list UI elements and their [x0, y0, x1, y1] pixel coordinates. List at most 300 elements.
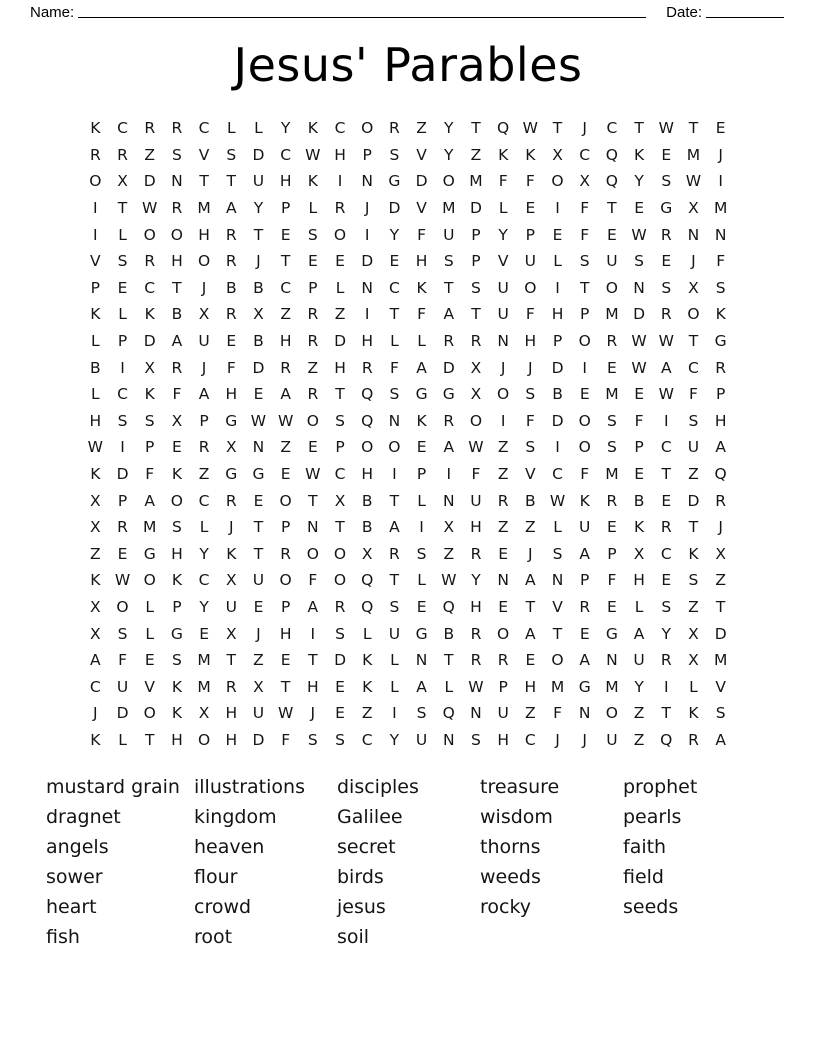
grid-cell[interactable]: F [308, 571, 318, 590]
grid-cell[interactable]: J [256, 252, 261, 271]
grid-cell[interactable]: O [170, 491, 183, 510]
grid-cell[interactable]: T [199, 172, 209, 191]
grid-cell[interactable]: P [117, 491, 128, 510]
grid-cell[interactable]: P [280, 199, 291, 218]
grid-cell[interactable]: W [114, 571, 131, 590]
grid-cell[interactable]: U [470, 491, 482, 510]
grid-cell[interactable]: F [525, 172, 535, 191]
grid-cell[interactable]: Z [525, 518, 536, 537]
grid-cell[interactable]: K [307, 172, 318, 191]
grid-cell[interactable]: L [254, 119, 263, 138]
grid-cell[interactable]: I [93, 199, 98, 218]
grid-cell[interactable]: K [634, 518, 645, 537]
grid-cell[interactable]: F [634, 411, 644, 430]
grid-cell[interactable]: P [580, 571, 590, 590]
grid-cell[interactable]: P [634, 438, 644, 457]
grid-cell[interactable]: S [389, 385, 400, 404]
grid-cell[interactable]: H [334, 145, 346, 164]
grid-cell[interactable]: K [498, 145, 509, 164]
grid-cell[interactable]: B [633, 491, 645, 510]
grid-cell[interactable]: E [389, 252, 400, 271]
grid-cell[interactable]: U [415, 730, 428, 749]
grid-cell[interactable]: R [389, 119, 400, 138]
grid-cell[interactable]: H [714, 411, 727, 430]
grid-cell[interactable]: X [688, 624, 699, 643]
grid-cell[interactable]: T [280, 677, 291, 696]
grid-cell[interactable]: X [225, 624, 237, 643]
grid-cell[interactable]: O [687, 305, 700, 324]
grid-cell[interactable]: X [688, 651, 699, 670]
grid-cell[interactable]: Z [497, 438, 509, 457]
grid-cell[interactable]: T [335, 518, 345, 537]
grid-cell[interactable]: S [525, 385, 536, 404]
grid-cell[interactable]: T [444, 651, 454, 670]
grid-cell[interactable]: C [198, 571, 210, 590]
grid-cell[interactable]: L [417, 571, 426, 590]
grid-cell[interactable]: R [225, 252, 237, 271]
grid-cell[interactable]: R [660, 225, 672, 244]
word-list-item[interactable]: prophet [623, 775, 698, 798]
grid-cell[interactable]: O [497, 624, 510, 643]
grid-cell[interactable]: G [252, 465, 265, 484]
grid-cell[interactable]: K [416, 411, 427, 430]
grid-cell[interactable]: Q [361, 597, 374, 616]
grid-cell[interactable]: V [525, 465, 536, 484]
grid-cell[interactable]: F [281, 730, 291, 749]
grid-cell[interactable]: S [715, 278, 726, 297]
grid-cell[interactable]: E [117, 278, 128, 297]
grid-cell[interactable]: M [605, 305, 619, 324]
grid-cell[interactable]: T [144, 730, 155, 749]
grid-cell[interactable]: E [607, 225, 617, 244]
grid-cell[interactable]: A [225, 199, 237, 218]
grid-cell[interactable]: V [198, 145, 210, 164]
grid-cell[interactable]: H [470, 518, 482, 537]
grid-cell[interactable]: W [522, 119, 538, 138]
grid-cell[interactable]: T [688, 119, 699, 138]
grid-cell[interactable]: X [253, 677, 264, 696]
grid-cell[interactable]: Q [361, 385, 374, 404]
grid-cell[interactable]: L [145, 624, 155, 643]
grid-cell[interactable]: P [715, 385, 726, 404]
grid-cell[interactable]: O [388, 438, 401, 457]
grid-cell[interactable]: I [120, 358, 125, 377]
grid-cell[interactable]: P [199, 411, 209, 430]
grid-cell[interactable]: N [714, 225, 727, 244]
grid-cell[interactable]: Y [471, 571, 481, 590]
grid-cell[interactable]: A [416, 358, 427, 377]
grid-cell[interactable]: T [117, 199, 128, 218]
grid-cell[interactable]: I [555, 438, 560, 457]
grid-cell[interactable]: Z [361, 704, 373, 723]
grid-cell[interactable]: S [117, 624, 128, 643]
grid-cell[interactable]: O [143, 571, 156, 590]
word-list-item[interactable]: kingdom [194, 805, 277, 828]
grid-cell[interactable]: H [415, 252, 428, 271]
grid-cell[interactable]: N [633, 278, 645, 297]
grid-cell[interactable]: L [118, 730, 127, 749]
grid-cell[interactable]: G [714, 332, 727, 351]
grid-cell[interactable]: R [389, 544, 400, 563]
grid-cell[interactable]: S [552, 544, 563, 563]
grid-cell[interactable]: Q [605, 145, 618, 164]
grid-cell[interactable]: S [416, 544, 427, 563]
grid-cell[interactable]: R [606, 491, 618, 510]
grid-cell[interactable]: R [225, 305, 237, 324]
grid-cell[interactable]: I [392, 465, 397, 484]
grid-cell[interactable]: E [607, 597, 617, 616]
grid-cell[interactable]: U [443, 225, 455, 244]
grid-cell[interactable]: C [198, 491, 210, 510]
grid-cell[interactable]: G [388, 172, 401, 191]
grid-cell[interactable]: N [606, 651, 618, 670]
grid-cell[interactable]: S [335, 624, 345, 643]
grid-cell[interactable]: T [471, 305, 481, 324]
grid-cell[interactable]: S [471, 730, 481, 749]
grid-cell[interactable]: W [685, 172, 702, 191]
grid-cell[interactable]: J [582, 119, 587, 138]
grid-cell[interactable]: R [361, 358, 373, 377]
grid-cell[interactable]: T [226, 651, 237, 670]
grid-cell[interactable]: I [364, 225, 370, 244]
grid-cell[interactable]: M [605, 465, 619, 484]
grid-cell[interactable]: W [441, 571, 457, 590]
grid-cell[interactable]: R [144, 119, 156, 138]
word-list-item[interactable]: illustrations [194, 775, 305, 798]
grid-cell[interactable]: A [443, 438, 455, 457]
grid-cell[interactable]: F [580, 225, 590, 244]
grid-cell[interactable]: L [553, 518, 562, 537]
grid-cell[interactable]: Y [199, 544, 209, 563]
grid-cell[interactable]: E [307, 438, 318, 457]
grid-cell[interactable]: P [471, 225, 481, 244]
grid-cell[interactable]: Q [442, 597, 455, 616]
grid-cell[interactable]: R [117, 518, 128, 537]
grid-cell[interactable]: U [497, 704, 509, 723]
grid-cell[interactable]: U [198, 332, 210, 351]
grid-cell[interactable]: K [416, 278, 427, 297]
grid-cell[interactable]: Q [497, 119, 510, 138]
grid-cell[interactable]: E [525, 199, 536, 218]
grid-cell[interactable]: K [171, 677, 182, 696]
grid-cell[interactable]: L [91, 332, 100, 351]
grid-cell[interactable]: C [579, 145, 591, 164]
grid-cell[interactable]: N [497, 571, 509, 590]
grid-cell[interactable]: E [661, 145, 672, 164]
grid-cell[interactable]: X [198, 704, 210, 723]
grid-cell[interactable]: K [579, 491, 590, 510]
grid-cell[interactable]: X [90, 518, 101, 537]
grid-cell[interactable]: N [578, 704, 591, 723]
grid-cell[interactable]: D [143, 172, 156, 191]
grid-cell[interactable]: O [497, 385, 510, 404]
grid-cell[interactable]: E [117, 544, 128, 563]
grid-cell[interactable]: K [171, 704, 182, 723]
grid-cell[interactable]: L [335, 278, 345, 297]
grid-cell[interactable]: O [116, 597, 129, 616]
grid-cell[interactable]: P [362, 145, 372, 164]
grid-cell[interactable]: W [305, 145, 321, 164]
grid-cell[interactable]: E [253, 385, 264, 404]
grid-cell[interactable]: N [171, 172, 183, 191]
word-list-item[interactable]: secret [337, 835, 396, 858]
grid-cell[interactable]: E [280, 225, 291, 244]
grid-cell[interactable]: D [714, 624, 727, 643]
grid-cell[interactable]: H [334, 358, 346, 377]
grid-cell[interactable]: C [524, 730, 536, 749]
grid-cell[interactable]: U [252, 571, 265, 590]
grid-cell[interactable]: H [497, 730, 509, 749]
grid-cell[interactable]: O [605, 278, 618, 297]
grid-cell[interactable]: K [90, 119, 101, 138]
grid-cell[interactable]: V [497, 252, 509, 271]
word-list-item[interactable]: angels [46, 835, 109, 858]
grid-cell[interactable]: X [198, 305, 210, 324]
grid-cell[interactable]: R [579, 597, 591, 616]
grid-cell[interactable]: A [144, 491, 156, 510]
grid-cell[interactable]: Q [660, 730, 673, 749]
grid-cell[interactable]: E [715, 119, 726, 138]
grid-cell[interactable]: D [633, 305, 646, 324]
grid-cell[interactable]: F [226, 358, 236, 377]
grid-cell[interactable]: Z [688, 597, 699, 616]
grid-cell[interactable]: E [335, 704, 345, 723]
grid-cell[interactable]: A [715, 438, 726, 457]
grid-cell[interactable]: N [497, 332, 509, 351]
grid-cell[interactable]: F [471, 465, 481, 484]
grid-cell[interactable]: R [334, 199, 346, 218]
grid-cell[interactable]: P [498, 677, 508, 696]
grid-cell[interactable]: D [442, 358, 455, 377]
grid-cell[interactable]: J [310, 704, 316, 723]
grid-cell[interactable]: O [469, 411, 483, 430]
grid-cell[interactable]: E [226, 332, 237, 351]
word-list-item[interactable]: thorns [480, 835, 541, 858]
grid-cell[interactable]: D [551, 411, 564, 430]
grid-cell[interactable]: W [250, 411, 267, 430]
grid-cell[interactable]: J [256, 624, 261, 643]
grid-cell[interactable]: H [171, 252, 183, 271]
grid-cell[interactable]: O [361, 438, 374, 457]
grid-cell[interactable]: F [417, 225, 427, 244]
grid-cell[interactable]: D [551, 358, 564, 377]
grid-cell[interactable]: S [634, 252, 645, 271]
grid-cell[interactable]: I [364, 305, 370, 324]
grid-cell[interactable]: O [551, 651, 564, 670]
grid-cell[interactable]: R [280, 358, 292, 377]
grid-cell[interactable]: F [607, 571, 617, 590]
grid-cell[interactable]: Y [199, 597, 209, 616]
grid-cell[interactable]: A [633, 624, 645, 643]
grid-cell[interactable]: A [280, 385, 291, 404]
grid-cell[interactable]: S [606, 411, 617, 430]
word-list-item[interactable]: mustard grain [46, 775, 180, 798]
grid-cell[interactable]: H [633, 571, 645, 590]
grid-cell[interactable]: S [171, 518, 182, 537]
grid-cell[interactable]: L [91, 385, 100, 404]
grid-cell[interactable]: P [552, 332, 563, 351]
grid-cell[interactable]: K [171, 571, 182, 590]
grid-cell[interactable]: E [607, 358, 617, 377]
grid-cell[interactable]: T [688, 332, 699, 351]
grid-cell[interactable]: T [607, 199, 617, 218]
grid-cell[interactable]: A [579, 544, 591, 563]
grid-cell[interactable]: I [500, 411, 506, 430]
grid-cell[interactable]: D [252, 358, 265, 377]
grid-cell[interactable]: T [634, 119, 644, 138]
grid-cell[interactable]: M [143, 518, 157, 537]
grid-cell[interactable]: P [335, 438, 345, 457]
grid-cell[interactable]: Q [605, 172, 618, 191]
grid-cell[interactable]: V [144, 677, 156, 696]
grid-cell[interactable]: V [552, 597, 563, 616]
grid-cell[interactable]: Z [688, 465, 699, 484]
grid-cell[interactable]: T [253, 544, 264, 563]
grid-cell[interactable]: Y [253, 199, 264, 218]
grid-cell[interactable]: F [498, 172, 508, 191]
grid-cell[interactable]: W [468, 677, 484, 696]
grid-cell[interactable]: W [631, 332, 647, 351]
grid-cell[interactable]: V [715, 677, 726, 696]
grid-cell[interactable]: R [443, 411, 455, 430]
grid-cell[interactable]: W [277, 704, 294, 723]
grid-cell[interactable]: X [443, 518, 455, 537]
grid-cell[interactable]: G [225, 465, 238, 484]
grid-cell[interactable]: S [443, 252, 454, 271]
grid-cell[interactable]: R [171, 199, 183, 218]
grid-cell[interactable]: X [715, 544, 726, 563]
grid-cell[interactable]: E [335, 252, 345, 271]
grid-cell[interactable]: L [226, 119, 236, 138]
grid-cell[interactable]: A [171, 332, 183, 351]
grid-cell[interactable]: L [118, 305, 127, 324]
grid-cell[interactable]: J [691, 252, 696, 271]
grid-cell[interactable]: E [253, 491, 264, 510]
grid-cell[interactable]: A [90, 651, 101, 670]
grid-cell[interactable]: T [444, 278, 454, 297]
grid-cell[interactable]: S [389, 597, 400, 616]
grid-cell[interactable]: C [117, 119, 128, 138]
grid-cell[interactable]: H [89, 411, 102, 430]
grid-cell[interactable]: J [718, 145, 723, 164]
grid-cell[interactable]: R [307, 385, 319, 404]
grid-cell[interactable]: R [225, 491, 237, 510]
grid-cell[interactable]: D [334, 651, 346, 670]
grid-cell[interactable]: O [578, 438, 591, 457]
grid-cell[interactable]: T [280, 252, 291, 271]
grid-cell[interactable]: X [90, 491, 101, 510]
name-input-line[interactable] [78, 16, 646, 18]
grid-cell[interactable]: W [658, 332, 674, 351]
grid-cell[interactable]: U [687, 438, 700, 457]
grid-cell[interactable]: U [388, 624, 401, 643]
grid-cell[interactable]: F [118, 651, 127, 670]
grid-cell[interactable]: K [144, 305, 155, 324]
grid-cell[interactable]: X [470, 385, 482, 404]
grid-cell[interactable]: F [580, 465, 590, 484]
grid-cell[interactable]: S [171, 651, 182, 670]
word-list-item[interactable]: seeds [623, 895, 679, 918]
grid-cell[interactable]: Y [389, 225, 400, 244]
grid-cell[interactable]: G [578, 677, 591, 696]
grid-cell[interactable]: U [633, 651, 645, 670]
grid-cell[interactable]: S [117, 411, 128, 430]
grid-cell[interactable]: O [143, 225, 156, 244]
grid-cell[interactable]: C [334, 119, 346, 138]
grid-cell[interactable]: M [713, 199, 728, 218]
grid-cell[interactable]: A [389, 518, 400, 537]
grid-cell[interactable]: Z [334, 305, 346, 324]
grid-cell[interactable]: I [555, 199, 560, 218]
grid-cell[interactable]: U [606, 730, 618, 749]
grid-cell[interactable]: L [390, 332, 399, 351]
grid-cell[interactable]: X [552, 145, 563, 164]
grid-cell[interactable]: P [471, 252, 481, 271]
grid-cell[interactable]: O [197, 730, 211, 749]
grid-cell[interactable]: U [579, 518, 591, 537]
grid-cell[interactable]: R [171, 119, 183, 138]
grid-cell[interactable]: Z [280, 438, 291, 457]
grid-cell[interactable]: H [279, 624, 292, 643]
grid-cell[interactable]: W [549, 491, 566, 510]
grid-cell[interactable]: H [524, 677, 537, 696]
grid-cell[interactable]: S [579, 252, 590, 271]
grid-cell[interactable]: Q [361, 411, 374, 430]
grid-cell[interactable]: L [417, 491, 426, 510]
grid-cell[interactable]: N [415, 651, 428, 670]
grid-cell[interactable]: G [415, 624, 428, 643]
grid-cell[interactable]: Z [633, 704, 645, 723]
grid-cell[interactable]: D [252, 730, 265, 749]
grid-cell[interactable]: S [688, 411, 699, 430]
grid-cell[interactable]: Y [634, 172, 644, 191]
grid-cell[interactable]: D [116, 704, 129, 723]
grid-cell[interactable]: N [442, 491, 455, 510]
grid-cell[interactable]: I [419, 518, 424, 537]
grid-cell[interactable]: K [362, 677, 373, 696]
grid-cell[interactable]: W [277, 411, 294, 430]
grid-cell[interactable]: B [253, 332, 264, 351]
grid-cell[interactable]: D [687, 491, 700, 510]
grid-cell[interactable]: I [120, 438, 125, 457]
grid-cell[interactable]: R [443, 332, 455, 351]
grid-cell[interactable]: R [660, 518, 672, 537]
grid-cell[interactable]: K [90, 571, 101, 590]
grid-cell[interactable]: N [551, 571, 564, 590]
grid-cell[interactable]: Y [444, 119, 454, 138]
grid-cell[interactable]: S [661, 597, 672, 616]
grid-cell[interactable]: F [172, 385, 182, 404]
grid-cell[interactable]: R [89, 145, 101, 164]
grid-cell[interactable]: T [552, 624, 563, 643]
grid-cell[interactable]: F [525, 411, 535, 430]
grid-cell[interactable]: X [579, 172, 591, 191]
grid-cell[interactable]: N [687, 225, 700, 244]
grid-cell[interactable]: A [443, 305, 455, 324]
grid-cell[interactable]: G [225, 411, 238, 430]
word-list-item[interactable]: fish [46, 925, 80, 948]
grid-cell[interactable]: E [498, 544, 509, 563]
grid-cell[interactable]: I [392, 704, 397, 723]
grid-cell[interactable]: Y [661, 624, 672, 643]
grid-cell[interactable]: H [470, 597, 482, 616]
grid-cell[interactable]: U [497, 278, 509, 297]
grid-cell[interactable]: W [631, 225, 647, 244]
grid-cell[interactable]: X [117, 172, 128, 191]
grid-cell[interactable]: R [171, 358, 183, 377]
grid-cell[interactable]: G [442, 385, 455, 404]
grid-cell[interactable]: R [497, 651, 509, 670]
